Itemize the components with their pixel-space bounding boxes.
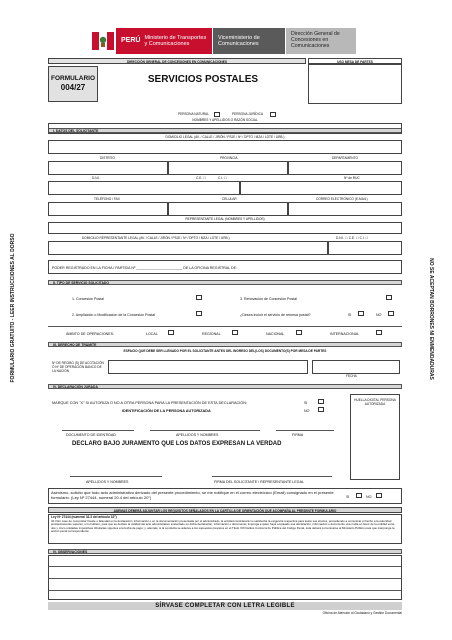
nacional-label: NACIONAL (266, 332, 285, 336)
section-1-title: I. DATOS DEL SOLICITANTE (48, 128, 402, 133)
notif-no-label: NO (366, 495, 372, 499)
opt3-checkbox[interactable] (386, 295, 392, 300)
firma-rep-label: FIRMA DEL SOLICITANTE / REPRESENTANTE LEGAL (214, 480, 304, 484)
asimismo-text: Asimismo, solicito que todo acto administrativo derivado del presente procedimiento, se me notifique en el correo electrónico (Email) consignado en el presente formulario. (Ley Nº 27444, numeral 20.4 del artículo 20°) (51, 490, 334, 500)
formulario-box (48, 66, 98, 102)
nacional-checkbox[interactable] (296, 330, 302, 335)
domicilio-field[interactable] (48, 140, 402, 154)
dni-rep-field[interactable] (328, 241, 402, 255)
ambito-label: ÁMBITO DE OPERACIONES: (66, 332, 115, 336)
obs-box[interactable] (48, 555, 402, 600)
autoriza-si-checkbox[interactable] (318, 399, 324, 404)
section-4-title: IV. DECLARACIÓN JURADA (48, 384, 402, 389)
dom-rep-field[interactable] (48, 241, 328, 255)
remesa-si-label: SI (348, 313, 352, 317)
remesa-label: ¿Desea incluir el servicio de remesa postal? (240, 313, 311, 317)
ce-label: C.E. ☐ (196, 176, 206, 180)
dgcc-bar: DIRECCIÓN GENERAL DE CONCESIONES EN COMUNICACIONES (48, 58, 306, 64)
ley-text: 32.3 En caso de comprobar fraude o falsedad en la declaración, información o en la documentación presentada por el administrado, la entidad considerará no satisfecha la exigencia respectiva para todos sus efectos, procediendo a comunicar el hecho a la autoridad jerárquicamente superior, si lo hubiere, para que se declare la nulidad del acto administrativo sustentado en dicha declaración, información o documento; imponga a quien haya empleado esa declaración, información o documento una multa en favor de la entidad entre dos y cinco unidades impositivas tributarias vigentes a la fecha de pago; y, además, si la conducta se adecua a los supuestos previstos en el Título XIX Delitos Contra la Fe Pública del Código Penal, ésta deberá comunicarse al Ministerio Público para que interponga la acción penal correspondiente. (51, 519, 395, 534)
peru-logo-block (116, 28, 212, 54)
nombres-label: NOMBRES Y APELLIDOS O RAZÓN SOCIAL (192, 118, 258, 122)
remesa-si-checkbox[interactable] (358, 311, 364, 316)
persona-natural-checkbox[interactable] (214, 112, 220, 117)
ley-title: Ley Nº 27444 (numeral 32.3 del artículo 32°) (51, 515, 117, 519)
celular-field[interactable] (168, 202, 288, 216)
mesa-partes-label: USO MESA DE PARTES (308, 58, 402, 64)
recibo-label: Nº DE RECIBO (S) DE ACOTACIÓN Ó Nº DE OPERACIÓN BANCO DE LA NACIÓN (52, 361, 104, 373)
apellidos-line (150, 430, 260, 431)
sirvase-banner: SÍRVASE COMPLETAR CON LETRA LEGIBLE (48, 602, 402, 610)
section-2-title: II. TIPO DE SERVICIO SOLICITADO (48, 280, 402, 285)
vice-logo-block (213, 28, 285, 54)
oficina-label: Oficina de Atención al Ciudadano y Gestión Documental (322, 611, 402, 615)
local-checkbox[interactable] (168, 330, 174, 335)
departamento-field[interactable] (288, 161, 402, 175)
dni-ce-ci-label: D.N.I. ☐ C.E. ☐ C.I. ☐ (336, 236, 369, 240)
apellidos-nombres2-label: APELLIDOS Y NOMBRES (86, 480, 129, 484)
form-number: 004/27 (60, 83, 86, 92)
recibo-field[interactable] (108, 360, 308, 374)
page-title: SERVICIOS POSTALES (147, 74, 259, 85)
doc-id-line (62, 430, 134, 431)
remesa-no-checkbox[interactable] (388, 311, 394, 316)
persona-natural-label: PERSONA NATURAL (178, 112, 209, 116)
telefono-label: TELÉFONO / FAX (94, 197, 120, 201)
side-left-text: FORMULARIO GRATUITO - LEER INSTRUCCIONES AL DORSO (10, 233, 16, 383)
direction-label: Dirección General de Concesiones en Comunicaciones (291, 31, 340, 49)
section-5-title: IV. OBSERVACIONES (48, 549, 402, 554)
fecha-field[interactable] (312, 360, 400, 374)
distrito-field[interactable] (48, 161, 168, 175)
persona-juridica-label: PERSONA JURÍDICA (232, 112, 263, 116)
departamento-label: DEPARTAMENTO (332, 156, 358, 160)
correo-field[interactable] (288, 202, 402, 216)
opt3-label: 3. Renovación de Concesión Postal (240, 297, 297, 301)
s2-divider (48, 326, 402, 327)
apellidos-nombres-label: APELLIDOS Y NOMBRES (176, 433, 219, 437)
ministry-label: Ministerio de Transportes y Comunicaciones (144, 34, 207, 47)
vice-label: Viceministerio de Comunicaciones (218, 34, 260, 47)
mesa-partes-box (308, 64, 402, 104)
section-3-title: III. DERECHO DE TRÁMITE (48, 342, 402, 347)
opt2-label: 2. Ampliación o Modificación de la Concesión Postal (72, 313, 156, 317)
ruc-label: Nº de RUC (344, 176, 360, 180)
persona-juridica-checkbox[interactable] (270, 112, 276, 117)
adjuntar-title: ADEMAS DEBERÁ ADJUNTAR LOS REQUISITOS SEÑALADOS EN LA CARTILLA DE ORIENTACIÓN QUE ACOMPAÑA AL PRESENTE FORMULARIO (48, 507, 402, 513)
huella-label: HUELLA DIGITAL PERSONA AUTORIZADA (354, 398, 396, 407)
direction-logo-block (286, 28, 356, 54)
firma-rep-line (212, 476, 332, 477)
dni-label: D.N.I. (92, 176, 101, 180)
ci-label: C.I. ☐ (218, 176, 227, 180)
local-label: LOCAL (146, 332, 158, 336)
side-right-text: NO SE ACEPTAN BORRONES NI ENMENDADURAS (428, 258, 434, 380)
remesa-no-label: NO (376, 313, 382, 317)
dom-rep-label: DOMICILIO REPRESENTANTE LEGAL (AV. / CALLE / JIRÓN / PSJE / Nº / DPTO / MZA / LOTE / URB.) (82, 236, 230, 240)
autoriza-no-label: NO (304, 409, 310, 413)
opt2-checkbox[interactable] (196, 311, 202, 316)
correo-label: CORREO ELECTRÓNICO (E-MAIL) (316, 197, 368, 201)
opt1-checkbox[interactable] (196, 295, 202, 300)
apellidos2-line (70, 476, 162, 477)
fecha-label: FECHA (346, 374, 357, 378)
declaro-title: DECLARO BAJO JURAMENTO QUE LOS DATOS EXPRESAN LA VERDAD (72, 441, 282, 447)
telefono-field[interactable] (48, 202, 168, 216)
firma-line (276, 430, 334, 431)
firma-label: FIRMA (292, 433, 304, 437)
opt1-label: 1. Concesión Postal (72, 297, 104, 301)
regional-checkbox[interactable] (232, 330, 238, 335)
ident-label: IDENTIFICACIÓN DE LA PERSONA AUTORIZADA (122, 409, 211, 413)
notif-si-label: SI (346, 495, 350, 499)
distrito-label: DISTRITO (100, 156, 115, 160)
representante-field[interactable] (48, 222, 402, 234)
dni-field[interactable] (48, 181, 240, 195)
peru-flag-logo (92, 30, 114, 52)
celular-label: CELULAR (222, 197, 237, 201)
poder-field[interactable] (48, 260, 402, 274)
formulario-label: FORMULARIO (50, 75, 96, 82)
nombres-field[interactable] (48, 123, 402, 134)
notif-si-checkbox[interactable] (356, 493, 362, 498)
doc-id-label: DOCUMENTO DE IDENTIDAD (66, 433, 116, 437)
domicilio-label: DOMICILIO LEGAL (AV. / CALLE / JIRÓN / PSJE / Nº / DPTO / MZA / LOTE / URB.) (165, 135, 285, 139)
internacional-label: INTERNACIONAL (330, 332, 360, 336)
internacional-checkbox[interactable] (376, 330, 382, 335)
regional-label: REGIONAL (202, 332, 221, 336)
s3-instruction: ESPACIO QUE DEBE SER LLENADO POR EL SOLICITANTE ANTES DEL INGRESO DEL(LOS) DOCUMENTO(S) POR MESA DE PARTES (123, 349, 327, 353)
autoriza-si-label: SI (304, 401, 308, 405)
huella-box[interactable] (350, 394, 400, 480)
representante-label: REPRESENTANTE LEGAL (NOMBRES Y APELLIDOS) (185, 217, 265, 221)
autoriza-no-checkbox[interactable] (318, 407, 324, 412)
provincia-field[interactable] (168, 161, 288, 175)
poder-label: PODER REGISTRADO EN LA FICHA / PARTIDA Nº _______________________ DE LA OFICINA REGISTRAL DE: (52, 266, 238, 270)
ruc-field[interactable] (240, 181, 402, 195)
country-label: PERÚ (121, 37, 141, 45)
marque-label: MARQUE CON "X" SI AUTORIZA O NO A OTRA PERSONA PARA LA PRESENTACIÓN DE ESTA DECLARACIÓN: (52, 401, 248, 405)
notif-no-checkbox[interactable] (376, 493, 382, 498)
provincia-label: PROVINCIA (220, 156, 238, 160)
